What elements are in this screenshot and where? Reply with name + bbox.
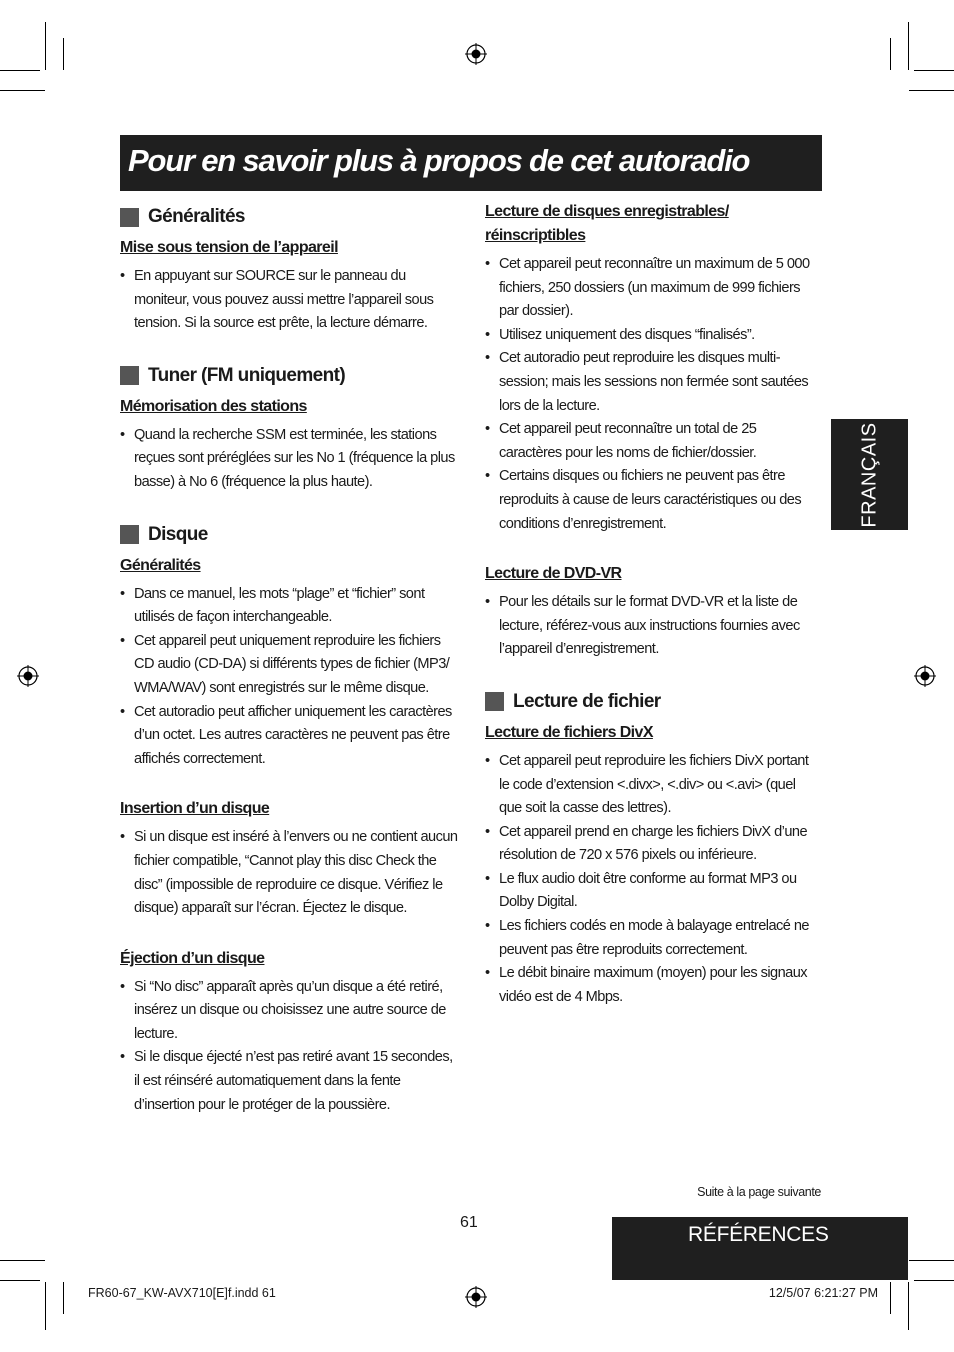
list-item: • Cet autoradio peut reproduire les disques multi-session; mais les sessions non fermée sont sautées lors de la lecture. [485,347,820,418]
registration-mark-icon [17,665,39,687]
section-tab [612,1217,908,1280]
left-column [120,200,460,1117]
section-heading: Disque [120,522,460,548]
square-icon [120,525,139,544]
list-item: • Le flux audio doit être conforme au format MP3 ou Dolby Digital. [485,868,820,915]
bullet-list [120,826,460,920]
footer-timestamp: 12/5/07 6:21:27 PM [768,1286,878,1300]
list-item: • Pour les détails sur le format DVD-VR et la liste de lecture, référez-vous aux instructions fournies avec l’appareil d’enregistrement. [485,591,820,662]
list-item: • Cet appareil peut reproduire les fichiers DivX portant le code d’extension <.divx>, <.div> ou <.avi> (quel que soit la casse des lettres). [485,750,820,821]
section-heading: Tuner (FM uniquement) [120,363,460,389]
language-tab [831,419,908,530]
crop-mark [914,1280,954,1281]
registration-mark-icon [465,43,487,65]
bullet-list [485,253,820,536]
list-item: • Si un disque est inséré à l’envers ou ne contient aucun fichier compatible, “Cannot play this disc Check the disc” (impossible de reproduire ce disque. Vérifiez le disque) apparaît sur l’écran. Éjectez le disque. [120,826,460,920]
subsection-title: Mise sous tension de l’appareil [120,239,338,256]
section-heading: Généralités [120,204,460,230]
crop-mark [909,90,954,91]
square-icon [485,692,504,711]
subsection-title: Éjection d’un disque [120,949,265,967]
crop-mark [63,38,64,70]
title-banner [120,135,822,191]
crop-mark [0,70,40,71]
list-item: • Quand la recherche SSM est terminée, les stations reçues sont préréglées sur les No 1 (fréquence la plus basse) à No 6 (fréquence la plus haute). [120,424,460,495]
footer-filename: FR60-67_KW-AVX710[E]f.indd 61 [88,1286,276,1300]
continue-note: Suite à la page suivante [697,1185,821,1199]
list-item: • Cet appareil prend en charge les fichiers DivX d’une résolution de 720 x 576 pixels ou inférieure. [485,821,820,868]
section-heading: Lecture de fichier [485,689,820,715]
page-number: 61 [460,1214,478,1231]
list-item: • Cet autoradio peut afficher uniquement les caractères d’un octet. Les autres caractères ne peuvent pas être affichés correctement. [120,701,460,772]
subsection-title: Insertion d’un disque [120,800,270,818]
list-item: • Cet appareil peut reconnaître un maximum de 5 000 fichiers, 250 dossiers (un maximum de 999 fichiers par dossier). [485,253,820,324]
section-disques-enregistrables [485,200,820,662]
crop-mark [45,22,46,70]
crop-mark [908,1282,909,1330]
subsection-title: Lecture de disques enregistrables/ réinscriptibles [485,203,729,244]
crop-mark [908,22,909,70]
list-item: • Cet appareil peut reconnaître un total de 25 caractères pour les noms de fichier/dossier. [485,418,820,465]
subsection-title: Lecture de fichiers DivX [485,723,653,741]
list-item: • Le débit binaire maximum (moyen) pour les signaux vidéo est de 4 Mbps. [485,962,820,1009]
subsection-title: Généralités [120,556,201,574]
bullet-list [120,583,460,772]
list-item: • En appuyant sur SOURCE sur le panneau du moniteur, vous pouvez aussi mettre l’appareil sous tension. Si la source est prête, la lecture démarre. [120,265,460,336]
registration-mark-icon [914,665,936,687]
subsection-title: Mémorisation des stations [120,397,307,415]
crop-mark [63,1282,64,1314]
crop-mark [909,1260,954,1261]
list-item: • Dans ce manuel, les mots “plage” et “fichier” sont utilisés de façon interchangeable. [120,583,460,630]
subsection-title: Lecture de DVD-VR [485,565,622,583]
page-title: Pour en savoir plus à propos de cet autoradio [128,143,750,178]
bullet-list [120,976,460,1118]
list-item: • Cet appareil peut uniquement reproduire les fichiers CD audio (CD-DA) si différents types de fichier (MP3/ WMA/WAV) sont enregistrés sur le même disque. [120,630,460,701]
bullet-list [120,265,460,336]
crop-mark [0,1260,45,1261]
crop-mark [0,1280,40,1281]
crop-mark [0,90,45,91]
crop-mark [890,38,891,70]
section-tuner [120,363,460,495]
list-item: • Les fichiers codés en mode à balayage entrelacé ne peuvent pas être reproduits correctement. [485,915,820,962]
list-item: • Utilisez uniquement des disques “finalisés”. [485,324,820,348]
crop-mark [914,70,954,71]
registration-mark-icon [465,1286,487,1308]
bullet-list [120,424,460,495]
crop-mark [890,1282,891,1314]
list-item: • Certains disques ou fichiers ne peuvent pas être reproduits à cause de leurs caractéristiques ou des conditions d’enregistrement. [485,465,820,536]
section-disque [120,522,460,1118]
right-column [485,200,820,1009]
crop-mark [45,1282,46,1330]
section-lecture-fichier [485,689,820,1010]
bullet-list [485,750,820,1010]
language-tab-label: FRANÇAIS [858,421,880,528]
list-item: • Si le disque éjecté n’est pas retiré avant 15 secondes, il est réinséré automatiquement dans la fente d’insertion pour le protéger de la poussière. [120,1046,460,1117]
section-tab-label: RÉFÉRENCES [688,1223,829,1246]
bullet-list [485,591,820,662]
list-item: • Si “No disc” apparaît après qu’un disque a été retiré, insérez un disque ou choisissez une autre source de lecture. [120,976,460,1047]
section-generalites [120,204,460,336]
square-icon [120,208,139,227]
square-icon [120,366,139,385]
